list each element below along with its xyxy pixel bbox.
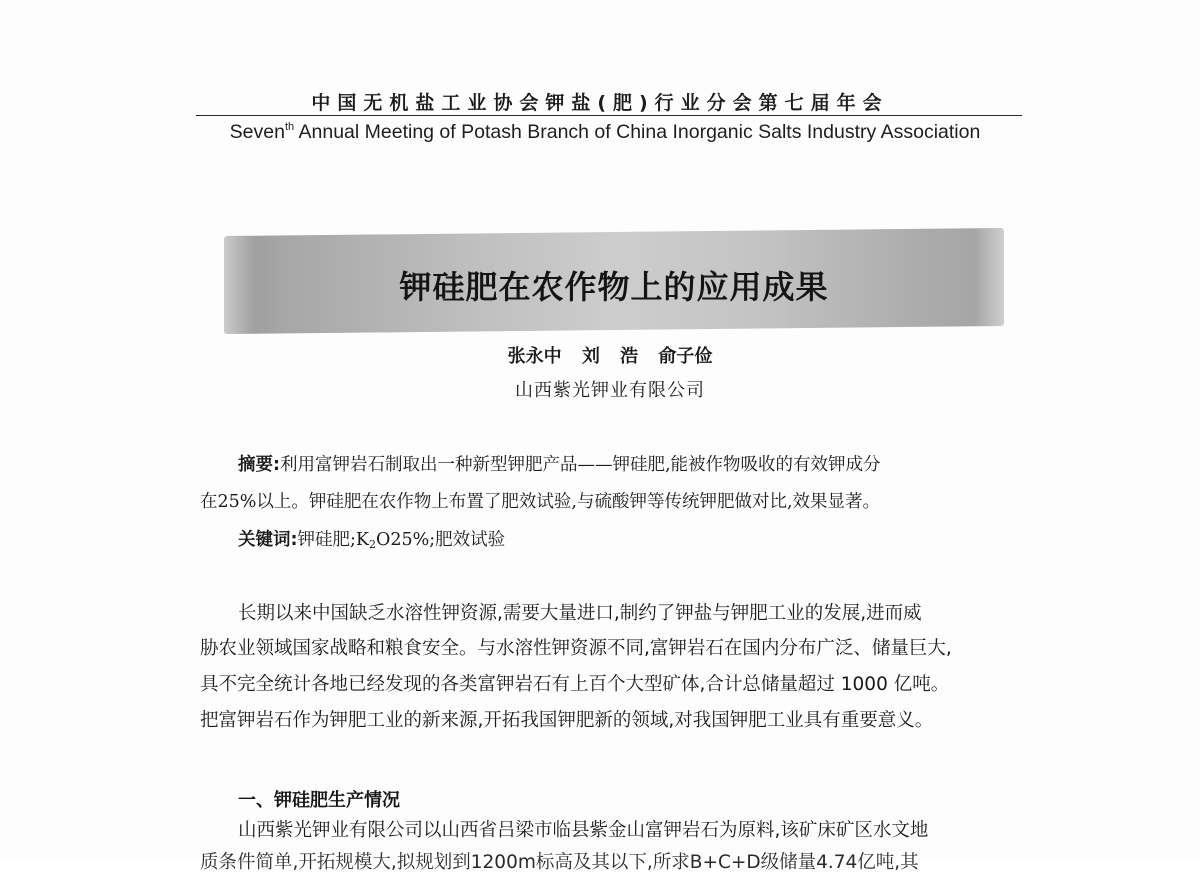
abstract-text-1: 利用富钾岩石制取出一种新型钾肥产品——钾硅肥,能被作物吸收的有效钾成分 xyxy=(280,455,881,475)
section-line-2: 质条件简单,开拓规模大,拟规划到1200m标高及其以下,所求B+C+D级储量4.74亿吨,其 xyxy=(200,852,919,873)
conference-title-chinese: 中国无机盐工业协会钾盐(肥)行业分会第七届年会 xyxy=(311,92,889,114)
intro-line-3: 具不完全统计各地已经发现的各类富钾岩石有上百个大型矿体,合计总储量超过 1000 亿吨。 xyxy=(200,674,950,695)
abstract-line-2: 在25%以上。钾硅肥在农作物上布置了肥效试验,与硫酸钾等传统钾肥做对比,效果显著。 xyxy=(200,492,881,512)
intro-line-4: 把富钾岩石作为钾肥工业的新来源,开拓我国钾肥新的领域,对我国钾肥工业具有重要意义。 xyxy=(200,710,934,731)
intro-line-1: 长期以来中国缺乏水溶性钾资源,需要大量进口,制约了钾盐与钾肥工业的发展,进而威 xyxy=(238,603,922,624)
abstract-line-1 xyxy=(238,451,881,476)
author-affiliation: 山西紫光钾业有限公司 xyxy=(515,380,705,401)
header-rule xyxy=(196,115,1022,116)
keywords-text-end: O25%;肥效试验 xyxy=(375,530,506,550)
section-line-1: 山西紫光钾业有限公司以山西省吕梁市临县紫金山富钾岩石为原料,该矿床矿区水文地 xyxy=(238,820,929,841)
conference-title-english-rest: Annual Meeting of Potash Branch of China Inorganic Salts Industry Association xyxy=(294,121,981,143)
keywords-text-start: 钾硅肥;K xyxy=(297,530,369,550)
keywords-label: 关键词: xyxy=(238,530,298,550)
section-heading: 一、钾硅肥生产情况 xyxy=(238,790,400,811)
abstract-label: 摘要: xyxy=(238,455,280,475)
conference-title-english xyxy=(200,121,1010,144)
keywords-subscript: 2 xyxy=(368,538,376,551)
intro-line-2: 胁农业领域国家战略和粮食安全。与水溶性钾资源不同,富钾岩石在国内分布广泛、储量巨大, xyxy=(200,638,952,659)
conference-title-english-start: Seven xyxy=(229,121,285,143)
author-list: 张永中 刘 浩 俞子俭 xyxy=(507,346,713,367)
paper-title: 钾硅肥在农作物上的应用成果 xyxy=(399,268,829,306)
keywords-line xyxy=(238,526,505,551)
ordinal-suffix: th xyxy=(284,121,295,133)
